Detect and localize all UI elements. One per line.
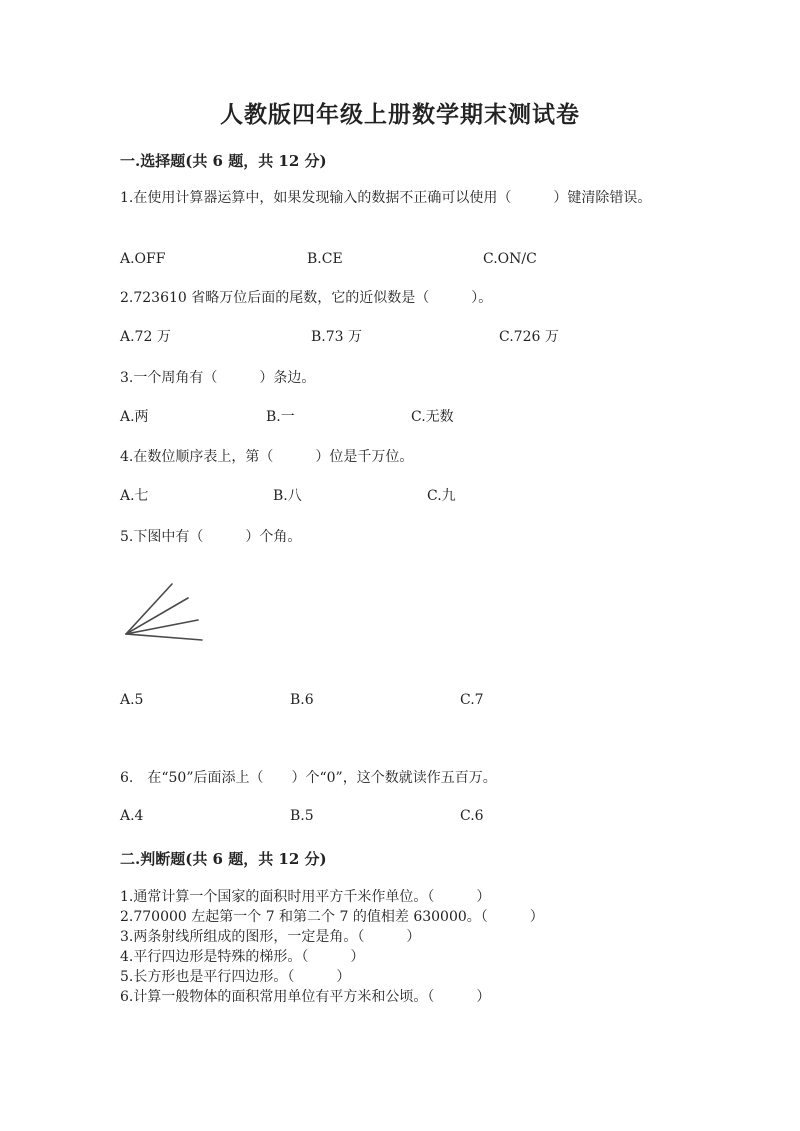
judgement-item-2: 2.770000 左起第一个 7 和第二个 7 的值相差 630000。（ ） <box>120 909 544 925</box>
question-1-option-b: B.CE <box>307 251 343 267</box>
question-2-option-b: B.73 万 <box>311 329 363 345</box>
question-6-option-b: B.5 <box>290 808 314 824</box>
judgement-item-1: 1.通常计算一个国家的面积时用平方千米作单位。（ ） <box>120 889 491 905</box>
question-1-option-c: C.ON/C <box>483 251 537 267</box>
question-6-text: 6. 在“50”后面添上（ ）个“0”，这个数就读作五百万。 <box>120 770 497 786</box>
question-4-text: 4.在数位顺序表上，第（ ）位是千万位。 <box>120 449 414 465</box>
question-4-option-a: A.七 <box>120 488 149 504</box>
question-2-text: 2.723610 省略万位后面的尾数，它的近似数是（ ）。 <box>120 290 493 306</box>
section-heading-choice: 一.选择题(共 6 题，共 12 分) <box>120 152 327 170</box>
question-3-option-b: B.一 <box>266 409 295 425</box>
question-3-option-c: C.无数 <box>411 409 454 425</box>
question-5-text: 5.下图中有（ ）个角。 <box>120 529 302 545</box>
judgement-item-5: 5.长方形也是平行四边形。（ ） <box>120 969 351 985</box>
question-2-option-a: A.72 万 <box>120 329 171 345</box>
question-6-option-c: C.6 <box>460 808 484 824</box>
question-3-text: 3.一个周角有（ ）条边。 <box>120 370 316 386</box>
question-4-option-c: C.九 <box>427 488 456 504</box>
question-6-option-a: A.4 <box>120 808 144 824</box>
question-5-option-c: C.7 <box>460 692 484 708</box>
judgement-item-6: 6.计算一般物体的面积常用单位有平方米和公顷。（ ） <box>120 989 491 1005</box>
question-4-option-b: B.八 <box>273 488 302 504</box>
question-1-text: 1.在使用计算器运算中，如果发现输入的数据不正确可以使用（ ）键清除错误。 <box>120 190 652 206</box>
question-3-option-a: A.两 <box>120 409 149 425</box>
question-2-option-c: C.726 万 <box>499 329 559 345</box>
question-5-option-a: A.5 <box>120 692 144 708</box>
page-title: 人教版四年级上册数学期末测试卷 <box>220 101 580 128</box>
judgement-list <box>120 887 690 1007</box>
section-heading-judgement: 二.判断题(共 6 题，共 12 分) <box>120 850 327 868</box>
question-1-option-a: A.OFF <box>120 251 166 267</box>
judgement-item-3: 3.两条射线所组成的图形，一定是角。（ ） <box>120 929 421 945</box>
judgement-item-4: 4.平行四边形是特殊的梯形。（ ） <box>120 949 365 965</box>
question-5-option-b: B.6 <box>290 692 314 708</box>
angle-rays-figure <box>120 578 210 648</box>
